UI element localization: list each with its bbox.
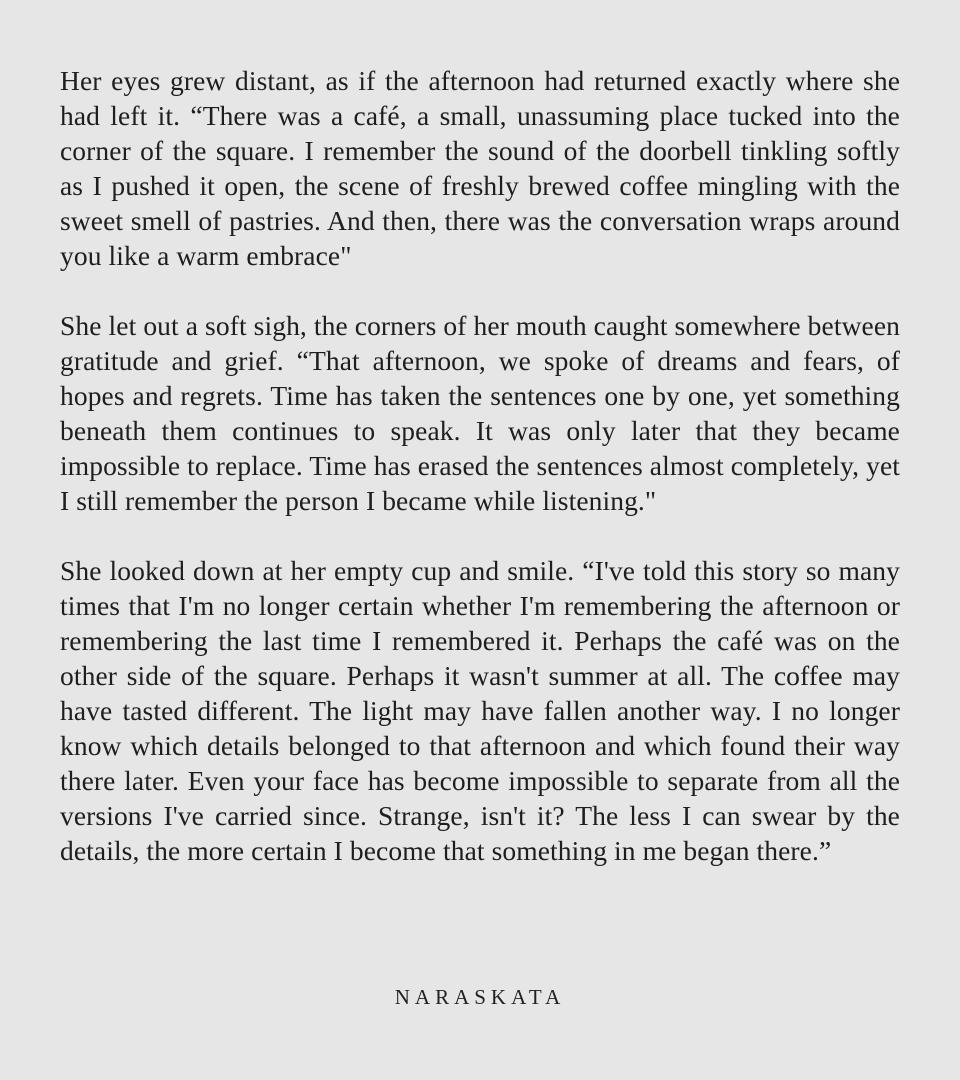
author-signature: NARASKATA <box>394 985 566 1009</box>
paragraph-3: She looked down at her empty cup and smile. “I've told this story so many times that I'm no longer certain whether I'm remembering the afternoon or remembering the last time I remembered it. Perhaps the café was on the other side of the square. Perhaps it wasn't summer at all. The coffee may have tasted different. The light may have fallen another way. I no longer know which details belonged to that afternoon and which found their way there later. Even your face has become impossible to separate from all the versions I've carried since. Strange, isn't it? The less I can swear by the details, the more certain I become that something in me began there.” <box>60 555 900 866</box>
paragraph-1: Her eyes grew distant, as if the afternoon had returned exactly where she had left it. “There was a café, a small, unassuming place tucked into the corner of the square. I remember the sound of the doorbell tinkling softly as I pushed it open, the scene of freshly brewed coffee mingling with the sweet smell of pastries. And then, there was the conversation wraps around you like a warm embrace" <box>60 65 900 271</box>
paragraph-2: She let out a soft sigh, the corners of her mouth caught somewhere between gratitude and grief. “That afternoon, we spoke of dreams and fears, of hopes and regrets. Time has taken the sentences one by one, yet something beneath them continues to speak. It was only later that they became impossible to replace. Time has erased the sentences almost completely, yet I still remember the person I became while listening." <box>60 310 900 516</box>
